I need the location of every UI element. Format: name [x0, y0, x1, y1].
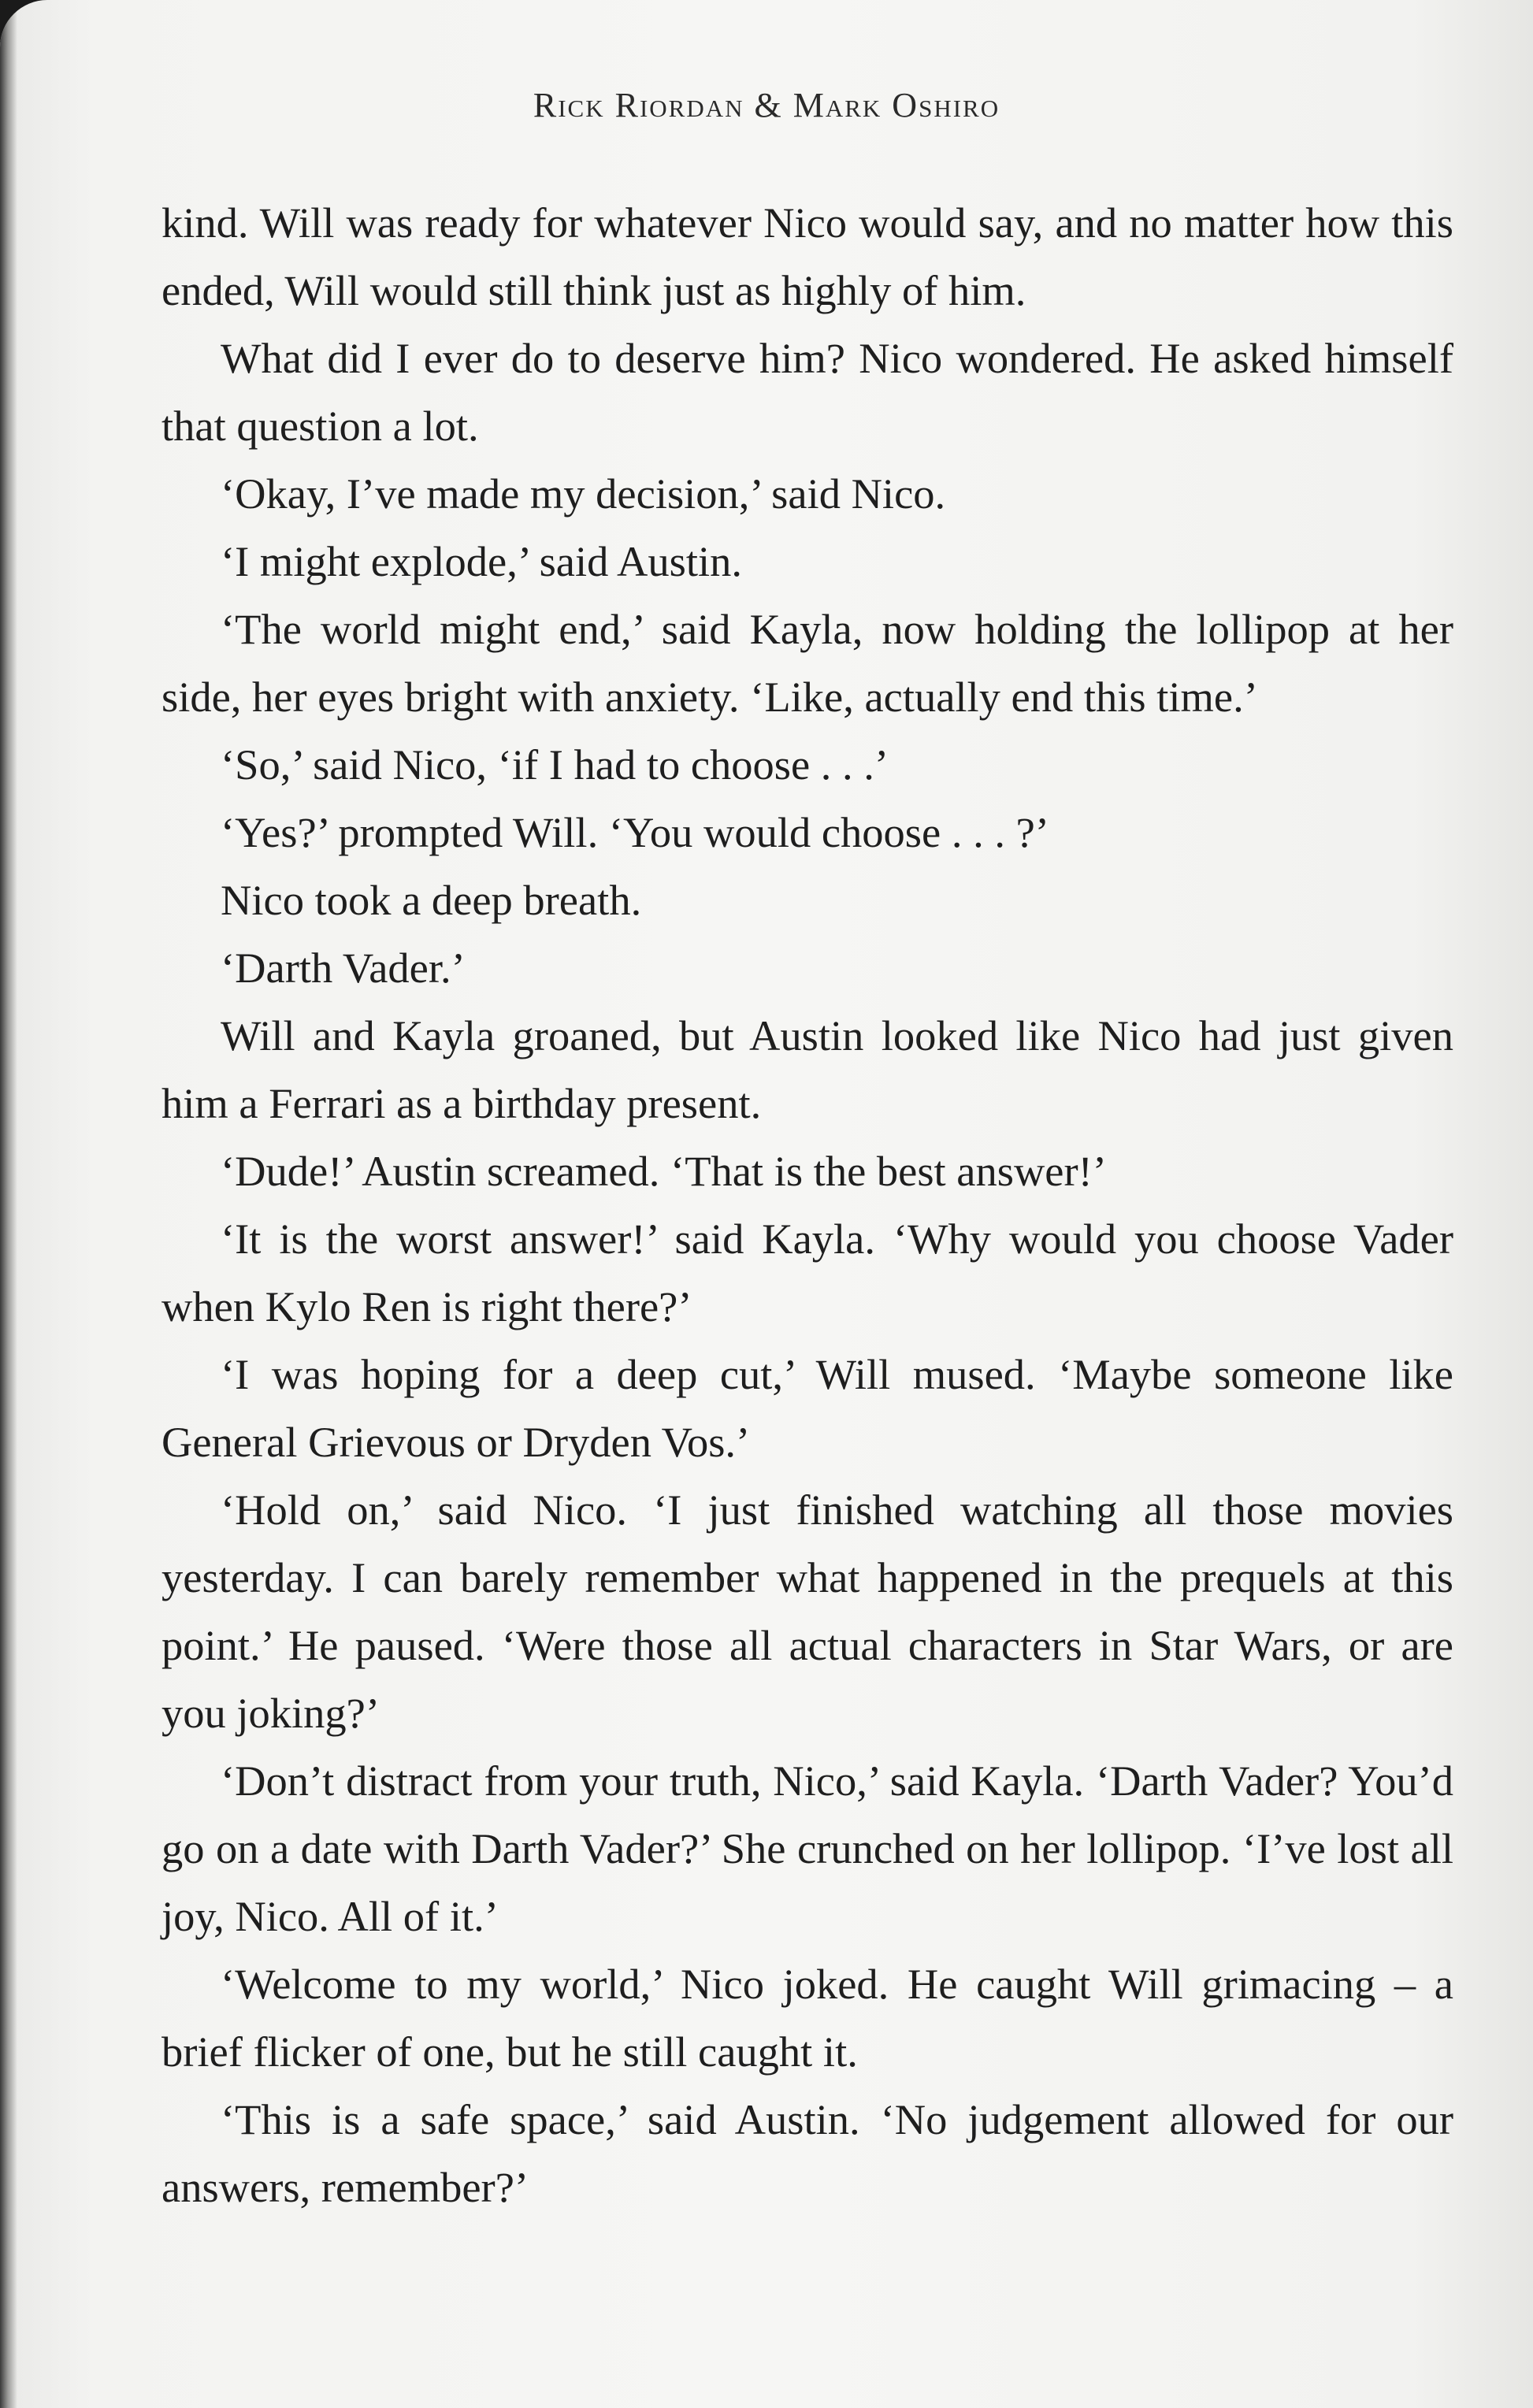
paragraph-5: ‘The world might end,’ said Kayla, now holding the lollipop at her side, her eyes bright with anxiety. ‘Like, actually end this time.’	[161, 605, 1453, 721]
paragraph-13: ‘I was hoping for a deep cut,’ Will mused. ‘Maybe someone like General Grievous or Dryden Vos.’	[161, 1350, 1453, 1466]
paragraph-12: ‘It is the worst answer!’ said Kayla. ‘Why would you choose Vader when Kylo Ren is right there?’	[161, 1215, 1453, 1330]
paragraph-6: ‘So,’ said Nico, ‘if I had to choose . . .’	[221, 740, 889, 788]
running-head: Rick Riordan & Mark Oshiro	[533, 86, 1000, 124]
paragraph-14: ‘Hold on,’ said Nico. ‘I just finished watching all those movies yesterday. I can barely remember what happened in the prequels at this point.’ He paused. ‘Were those all actual characters in Star Wars, or are you joking?’	[161, 1486, 1453, 1737]
paragraph-10: Will and Kayla groaned, but Austin looked like Nico had just given him a Ferrari as a birthday present.	[161, 1011, 1453, 1127]
paragraph-11: ‘Dude!’ Austin screamed. ‘That is the best answer!’	[221, 1147, 1107, 1195]
paragraph-1: kind. Will was ready for whatever Nico would say, and no matter how this ended, Will would still think just as highly of him.	[161, 199, 1453, 314]
paragraph-15: ‘Don’t distract from your truth, Nico,’ said Kayla. ‘Darth Vader? You’d go on a date with Darth Vader?’ She crunched on her lollipop. ‘I’ve lost all joy, Nico. All of it.’	[161, 1757, 1453, 1940]
paragraph-9: ‘Darth Vader.’	[221, 944, 466, 992]
paragraph-17: ‘This is a safe space,’ said Austin. ‘No judgement allowed for our answers, remember?’	[161, 2095, 1453, 2211]
body-text	[161, 189, 1453, 2221]
paragraph-7: ‘Yes?’ prompted Will. ‘You would choose . . . ?’	[221, 808, 1049, 856]
paragraph-4: ‘I might explode,’ said Austin.	[221, 537, 742, 585]
paragraph-3: ‘Okay, I’ve made my decision,’ said Nico.	[221, 469, 946, 518]
paragraph-8: Nico took a deep breath.	[221, 876, 642, 924]
paragraph-2: What did I ever do to deserve him? Nico wondered. He asked himself that question a lot.	[161, 334, 1453, 450]
paragraph-16: ‘Welcome to my world,’ Nico joked. He caught Will grimacing – a brief flicker of one, but he still caught it.	[161, 1960, 1453, 2076]
page-edge-shadow	[0, 0, 17, 2408]
